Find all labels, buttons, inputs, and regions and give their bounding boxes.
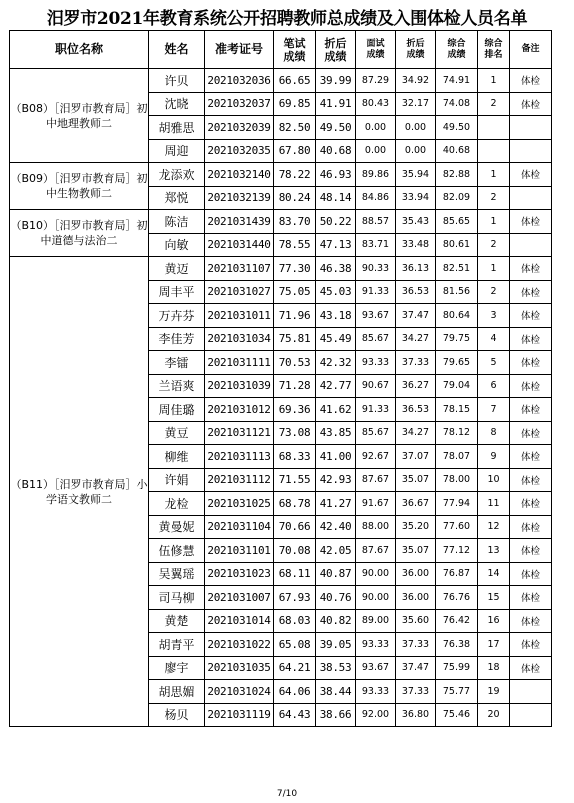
written-adjusted-cell: 42.77: [316, 374, 356, 398]
table-row: [10, 210, 552, 234]
written-score-cell: 83.70: [274, 210, 316, 234]
interview-score-cell: 89.86: [356, 163, 396, 187]
rank-cell: 18: [478, 656, 510, 680]
total-score-cell: 76.38: [436, 633, 478, 657]
ticket-cell: 2021031104: [205, 515, 274, 539]
name-cell: 黄曼妮: [149, 515, 205, 539]
written-adjusted-cell: 46.38: [316, 257, 356, 281]
name-cell: 沈晓: [149, 92, 205, 116]
ticket-cell: 2021031025: [205, 492, 274, 516]
interview-score-cell: 90.33: [356, 257, 396, 281]
written-score-cell: 68.03: [274, 609, 316, 633]
note-cell: 体检: [510, 351, 552, 375]
interview-adjusted-cell: 36.53: [396, 280, 436, 304]
written-score-cell: 82.50: [274, 116, 316, 140]
rank-cell: 7: [478, 398, 510, 422]
note-cell: 体检: [510, 633, 552, 657]
ticket-cell: 2021031035: [205, 656, 274, 680]
interview-adjusted-cell: 35.20: [396, 515, 436, 539]
interview-adjusted-cell: 36.67: [396, 492, 436, 516]
written-score-cell: 69.85: [274, 92, 316, 116]
total-score-cell: 78.15: [436, 398, 478, 422]
written-score-cell: 75.81: [274, 327, 316, 351]
name-cell: 许娟: [149, 468, 205, 492]
interview-score-cell: 87.29: [356, 69, 396, 93]
total-score-cell: 79.65: [436, 351, 478, 375]
total-score-cell: 82.51: [436, 257, 478, 281]
post-name-cell: （B08）［汨罗市教育局］初中地理教师二: [10, 69, 149, 163]
interview-score-cell: 0.00: [356, 116, 396, 140]
ticket-cell: 2021031440: [205, 233, 274, 257]
written-score-cell: 68.11: [274, 562, 316, 586]
results-table: [9, 30, 552, 727]
name-cell: 吴翼瑶: [149, 562, 205, 586]
interview-adjusted-cell: 33.94: [396, 186, 436, 210]
note-cell: 体检: [510, 69, 552, 93]
written-score-cell: 68.33: [274, 445, 316, 469]
note-cell: 体检: [510, 468, 552, 492]
written-adjusted-cell: 41.27: [316, 492, 356, 516]
interview-adjusted-cell: 0.00: [396, 139, 436, 163]
interview-score-cell: 91.33: [356, 398, 396, 422]
written-score-cell: 64.06: [274, 680, 316, 704]
name-cell: 万卉芬: [149, 304, 205, 328]
interview-score-cell: 90.00: [356, 562, 396, 586]
total-score-cell: 40.68: [436, 139, 478, 163]
written-score-cell: 70.08: [274, 539, 316, 563]
note-cell: [510, 680, 552, 704]
written-adjusted-cell: 42.40: [316, 515, 356, 539]
table-body: [10, 69, 552, 727]
ticket-cell: 2021032036: [205, 69, 274, 93]
interview-adjusted-cell: 36.80: [396, 703, 436, 727]
written-score-cell: 67.93: [274, 586, 316, 610]
written-adjusted-cell: 42.32: [316, 351, 356, 375]
ticket-cell: 2021031012: [205, 398, 274, 422]
interview-adjusted-cell: 37.33: [396, 351, 436, 375]
total-score-cell: 76.87: [436, 562, 478, 586]
table-row: [10, 163, 552, 187]
total-score-cell: 79.75: [436, 327, 478, 351]
interview-adjusted-cell: 37.47: [396, 656, 436, 680]
interview-score-cell: 87.67: [356, 539, 396, 563]
interview-score-cell: 90.00: [356, 586, 396, 610]
ticket-cell: 2021032139: [205, 186, 274, 210]
written-score-cell: 64.21: [274, 656, 316, 680]
note-cell: 体检: [510, 421, 552, 445]
note-cell: 体检: [510, 210, 552, 234]
ticket-cell: 2021031039: [205, 374, 274, 398]
written-score-cell: 80.24: [274, 186, 316, 210]
page-title: 汨罗市2021年教育系统公开招聘教师总成绩及入围体检人员名单: [46, 9, 528, 29]
interview-adjusted-cell: 37.33: [396, 680, 436, 704]
name-cell: 许贝: [149, 69, 205, 93]
interview-adjusted-cell: 36.00: [396, 586, 436, 610]
ticket-cell: 2021031014: [205, 609, 274, 633]
rank-cell: 20: [478, 703, 510, 727]
post-name-cell: （B10）［汨罗市教育局］初中道德与法治二: [10, 210, 149, 257]
written-adjusted-cell: 40.76: [316, 586, 356, 610]
rank-cell: 11: [478, 492, 510, 516]
written-adjusted-cell: 49.50: [316, 116, 356, 140]
name-cell: 龙检: [149, 492, 205, 516]
total-score-cell: 76.76: [436, 586, 478, 610]
interview-score-cell: 92.00: [356, 703, 396, 727]
header-name: 姓名: [149, 31, 205, 69]
interview-adjusted-cell: 36.00: [396, 562, 436, 586]
interview-adjusted-cell: 34.27: [396, 421, 436, 445]
ticket-cell: 2021031113: [205, 445, 274, 469]
rank-cell: 2: [478, 186, 510, 210]
ticket-cell: 2021032140: [205, 163, 274, 187]
rank-cell: 8: [478, 421, 510, 445]
name-cell: 陈洁: [149, 210, 205, 234]
rank-cell: 19: [478, 680, 510, 704]
total-score-cell: 77.60: [436, 515, 478, 539]
interview-adjusted-cell: 35.07: [396, 539, 436, 563]
written-score-cell: 65.08: [274, 633, 316, 657]
rank-cell: 5: [478, 351, 510, 375]
note-cell: 体检: [510, 492, 552, 516]
interview-adjusted-cell: 35.07: [396, 468, 436, 492]
written-adjusted-cell: 38.44: [316, 680, 356, 704]
written-adjusted-cell: 42.93: [316, 468, 356, 492]
name-cell: 廖宇: [149, 656, 205, 680]
ticket-cell: 2021032035: [205, 139, 274, 163]
rank-cell: 1: [478, 163, 510, 187]
name-cell: 周迎: [149, 139, 205, 163]
interview-score-cell: 84.86: [356, 186, 396, 210]
written-adjusted-cell: 47.13: [316, 233, 356, 257]
note-cell: 体检: [510, 92, 552, 116]
total-score-cell: 82.09: [436, 186, 478, 210]
rank-cell: 14: [478, 562, 510, 586]
written-adjusted-cell: 45.03: [316, 280, 356, 304]
header-interview: 面试 成绩: [356, 31, 396, 69]
total-score-cell: 77.94: [436, 492, 478, 516]
name-cell: 黄楚: [149, 609, 205, 633]
name-cell: 柳维: [149, 445, 205, 469]
rank-cell: 2: [478, 280, 510, 304]
interview-adjusted-cell: 33.48: [396, 233, 436, 257]
note-cell: 体检: [510, 656, 552, 680]
total-score-cell: 49.50: [436, 116, 478, 140]
total-score-cell: 78.12: [436, 421, 478, 445]
rank-cell: [478, 116, 510, 140]
name-cell: 郑悦: [149, 186, 205, 210]
interview-adjusted-cell: 35.60: [396, 609, 436, 633]
interview-adjusted-cell: 35.43: [396, 210, 436, 234]
interview-score-cell: 90.67: [356, 374, 396, 398]
written-score-cell: 78.55: [274, 233, 316, 257]
interview-score-cell: 85.67: [356, 327, 396, 351]
interview-score-cell: 93.67: [356, 656, 396, 680]
written-adjusted-cell: 39.99: [316, 69, 356, 93]
total-score-cell: 81.56: [436, 280, 478, 304]
table-row: [10, 69, 552, 93]
interview-score-cell: 87.67: [356, 468, 396, 492]
post-name-cell: （B09）［汨罗市教育局］初中生物教师二: [10, 163, 149, 210]
interview-adjusted-cell: 37.07: [396, 445, 436, 469]
interview-adjusted-cell: 37.47: [396, 304, 436, 328]
total-score-cell: 82.88: [436, 163, 478, 187]
note-cell: 体检: [510, 304, 552, 328]
written-adjusted-cell: 38.66: [316, 703, 356, 727]
header-post: 职位名称: [10, 31, 149, 69]
note-cell: [510, 186, 552, 210]
rank-cell: 1: [478, 69, 510, 93]
written-score-cell: 68.78: [274, 492, 316, 516]
written-adjusted-cell: 41.91: [316, 92, 356, 116]
written-score-cell: 70.53: [274, 351, 316, 375]
total-score-cell: 79.04: [436, 374, 478, 398]
rank-cell: 10: [478, 468, 510, 492]
rank-cell: 9: [478, 445, 510, 469]
rank-cell: 2: [478, 233, 510, 257]
note-cell: 体检: [510, 609, 552, 633]
total-score-cell: 75.77: [436, 680, 478, 704]
post-name-cell: （B11）［汨罗市教育局］小学语文教师二: [10, 257, 149, 727]
name-cell: 杨贝: [149, 703, 205, 727]
written-adjusted-cell: 40.68: [316, 139, 356, 163]
written-adjusted-cell: 43.85: [316, 421, 356, 445]
total-score-cell: 75.46: [436, 703, 478, 727]
total-score-cell: 76.42: [436, 609, 478, 633]
ticket-cell: 2021032039: [205, 116, 274, 140]
name-cell: 兰语爽: [149, 374, 205, 398]
interview-score-cell: 93.33: [356, 351, 396, 375]
header-rank: 综合 排名: [478, 31, 510, 69]
rank-cell: 13: [478, 539, 510, 563]
table-row: [10, 257, 552, 281]
name-cell: 李镭: [149, 351, 205, 375]
interview-score-cell: 89.00: [356, 609, 396, 633]
total-score-cell: 77.12: [436, 539, 478, 563]
written-adjusted-cell: 40.82: [316, 609, 356, 633]
header-written-adj: 折后 成绩: [316, 31, 356, 69]
interview-adjusted-cell: 32.17: [396, 92, 436, 116]
ticket-cell: 2021031023: [205, 562, 274, 586]
interview-score-cell: 85.67: [356, 421, 396, 445]
written-adjusted-cell: 43.18: [316, 304, 356, 328]
total-score-cell: 78.00: [436, 468, 478, 492]
interview-adjusted-cell: 35.94: [396, 163, 436, 187]
name-cell: 黄豆: [149, 421, 205, 445]
ticket-cell: 2021031011: [205, 304, 274, 328]
written-adjusted-cell: 41.00: [316, 445, 356, 469]
ticket-cell: 2021031121: [205, 421, 274, 445]
total-score-cell: 74.91: [436, 69, 478, 93]
note-cell: 体检: [510, 515, 552, 539]
rank-cell: [478, 139, 510, 163]
written-score-cell: 71.28: [274, 374, 316, 398]
written-adjusted-cell: 50.22: [316, 210, 356, 234]
name-cell: 龙添欢: [149, 163, 205, 187]
note-cell: 体检: [510, 562, 552, 586]
note-cell: 体检: [510, 163, 552, 187]
total-score-cell: 80.61: [436, 233, 478, 257]
rank-cell: 17: [478, 633, 510, 657]
interview-adjusted-cell: 37.33: [396, 633, 436, 657]
name-cell: 周丰平: [149, 280, 205, 304]
name-cell: 胡雅思: [149, 116, 205, 140]
rank-cell: 15: [478, 586, 510, 610]
interview-score-cell: 80.43: [356, 92, 396, 116]
interview-score-cell: 88.57: [356, 210, 396, 234]
note-cell: 体检: [510, 374, 552, 398]
name-cell: 司马柳: [149, 586, 205, 610]
interview-score-cell: 0.00: [356, 139, 396, 163]
header-note: 备注: [510, 31, 552, 69]
written-score-cell: 67.80: [274, 139, 316, 163]
interview-adjusted-cell: 36.53: [396, 398, 436, 422]
rank-cell: 1: [478, 210, 510, 234]
written-adjusted-cell: 38.53: [316, 656, 356, 680]
note-cell: [510, 116, 552, 140]
header-row: [10, 31, 552, 69]
name-cell: 向敏: [149, 233, 205, 257]
written-score-cell: 69.36: [274, 398, 316, 422]
ticket-cell: 2021031111: [205, 351, 274, 375]
ticket-cell: 2021031107: [205, 257, 274, 281]
written-score-cell: 70.66: [274, 515, 316, 539]
ticket-cell: 2021031112: [205, 468, 274, 492]
interview-score-cell: 83.71: [356, 233, 396, 257]
total-score-cell: 85.65: [436, 210, 478, 234]
name-cell: 李佳芳: [149, 327, 205, 351]
written-score-cell: 66.65: [274, 69, 316, 93]
rank-cell: 12: [478, 515, 510, 539]
header-total: 综合 成绩: [436, 31, 478, 69]
ticket-cell: 2021031034: [205, 327, 274, 351]
ticket-cell: 2021031439: [205, 210, 274, 234]
note-cell: 体检: [510, 445, 552, 469]
written-score-cell: 75.05: [274, 280, 316, 304]
ticket-cell: 2021032037: [205, 92, 274, 116]
name-cell: 胡青平: [149, 633, 205, 657]
note-cell: 体检: [510, 280, 552, 304]
written-adjusted-cell: 46.93: [316, 163, 356, 187]
total-score-cell: 74.08: [436, 92, 478, 116]
note-cell: 体检: [510, 539, 552, 563]
note-cell: 体检: [510, 398, 552, 422]
interview-adjusted-cell: 36.27: [396, 374, 436, 398]
note-cell: 体检: [510, 257, 552, 281]
written-adjusted-cell: 42.05: [316, 539, 356, 563]
note-cell: 体检: [510, 327, 552, 351]
interview-adjusted-cell: 36.13: [396, 257, 436, 281]
total-score-cell: 78.07: [436, 445, 478, 469]
written-score-cell: 77.30: [274, 257, 316, 281]
interview-adjusted-cell: 34.92: [396, 69, 436, 93]
note-cell: [510, 139, 552, 163]
rank-cell: 6: [478, 374, 510, 398]
total-score-cell: 75.99: [436, 656, 478, 680]
rank-cell: 16: [478, 609, 510, 633]
written-score-cell: 71.96: [274, 304, 316, 328]
written-score-cell: 64.43: [274, 703, 316, 727]
note-cell: [510, 233, 552, 257]
interview-score-cell: 88.00: [356, 515, 396, 539]
written-adjusted-cell: 41.62: [316, 398, 356, 422]
written-score-cell: 71.55: [274, 468, 316, 492]
rank-cell: 4: [478, 327, 510, 351]
page-number: 7/10: [276, 789, 298, 799]
header-written: 笔试 成绩: [274, 31, 316, 69]
written-adjusted-cell: 48.14: [316, 186, 356, 210]
name-cell: 胡思媚: [149, 680, 205, 704]
ticket-cell: 2021031119: [205, 703, 274, 727]
ticket-cell: 2021031022: [205, 633, 274, 657]
note-cell: [510, 703, 552, 727]
name-cell: 黄迈: [149, 257, 205, 281]
total-score-cell: 80.64: [436, 304, 478, 328]
note-cell: 体检: [510, 586, 552, 610]
rank-cell: 3: [478, 304, 510, 328]
name-cell: 伍修慧: [149, 539, 205, 563]
rank-cell: 2: [478, 92, 510, 116]
interview-score-cell: 91.67: [356, 492, 396, 516]
written-adjusted-cell: 40.87: [316, 562, 356, 586]
written-score-cell: 73.08: [274, 421, 316, 445]
ticket-cell: 2021031101: [205, 539, 274, 563]
interview-score-cell: 92.67: [356, 445, 396, 469]
ticket-cell: 2021031007: [205, 586, 274, 610]
interview-score-cell: 93.33: [356, 680, 396, 704]
header-interview-adj: 折后 成绩: [396, 31, 436, 69]
rank-cell: 1: [478, 257, 510, 281]
interview-adjusted-cell: 34.27: [396, 327, 436, 351]
name-cell: 周佳璐: [149, 398, 205, 422]
ticket-cell: 2021031024: [205, 680, 274, 704]
interview-score-cell: 91.33: [356, 280, 396, 304]
header-ticket: 准考证号: [205, 31, 274, 69]
interview-score-cell: 93.33: [356, 633, 396, 657]
ticket-cell: 2021031027: [205, 280, 274, 304]
written-score-cell: 78.22: [274, 163, 316, 187]
written-adjusted-cell: 39.05: [316, 633, 356, 657]
written-adjusted-cell: 45.49: [316, 327, 356, 351]
interview-adjusted-cell: 0.00: [396, 116, 436, 140]
interview-score-cell: 93.67: [356, 304, 396, 328]
